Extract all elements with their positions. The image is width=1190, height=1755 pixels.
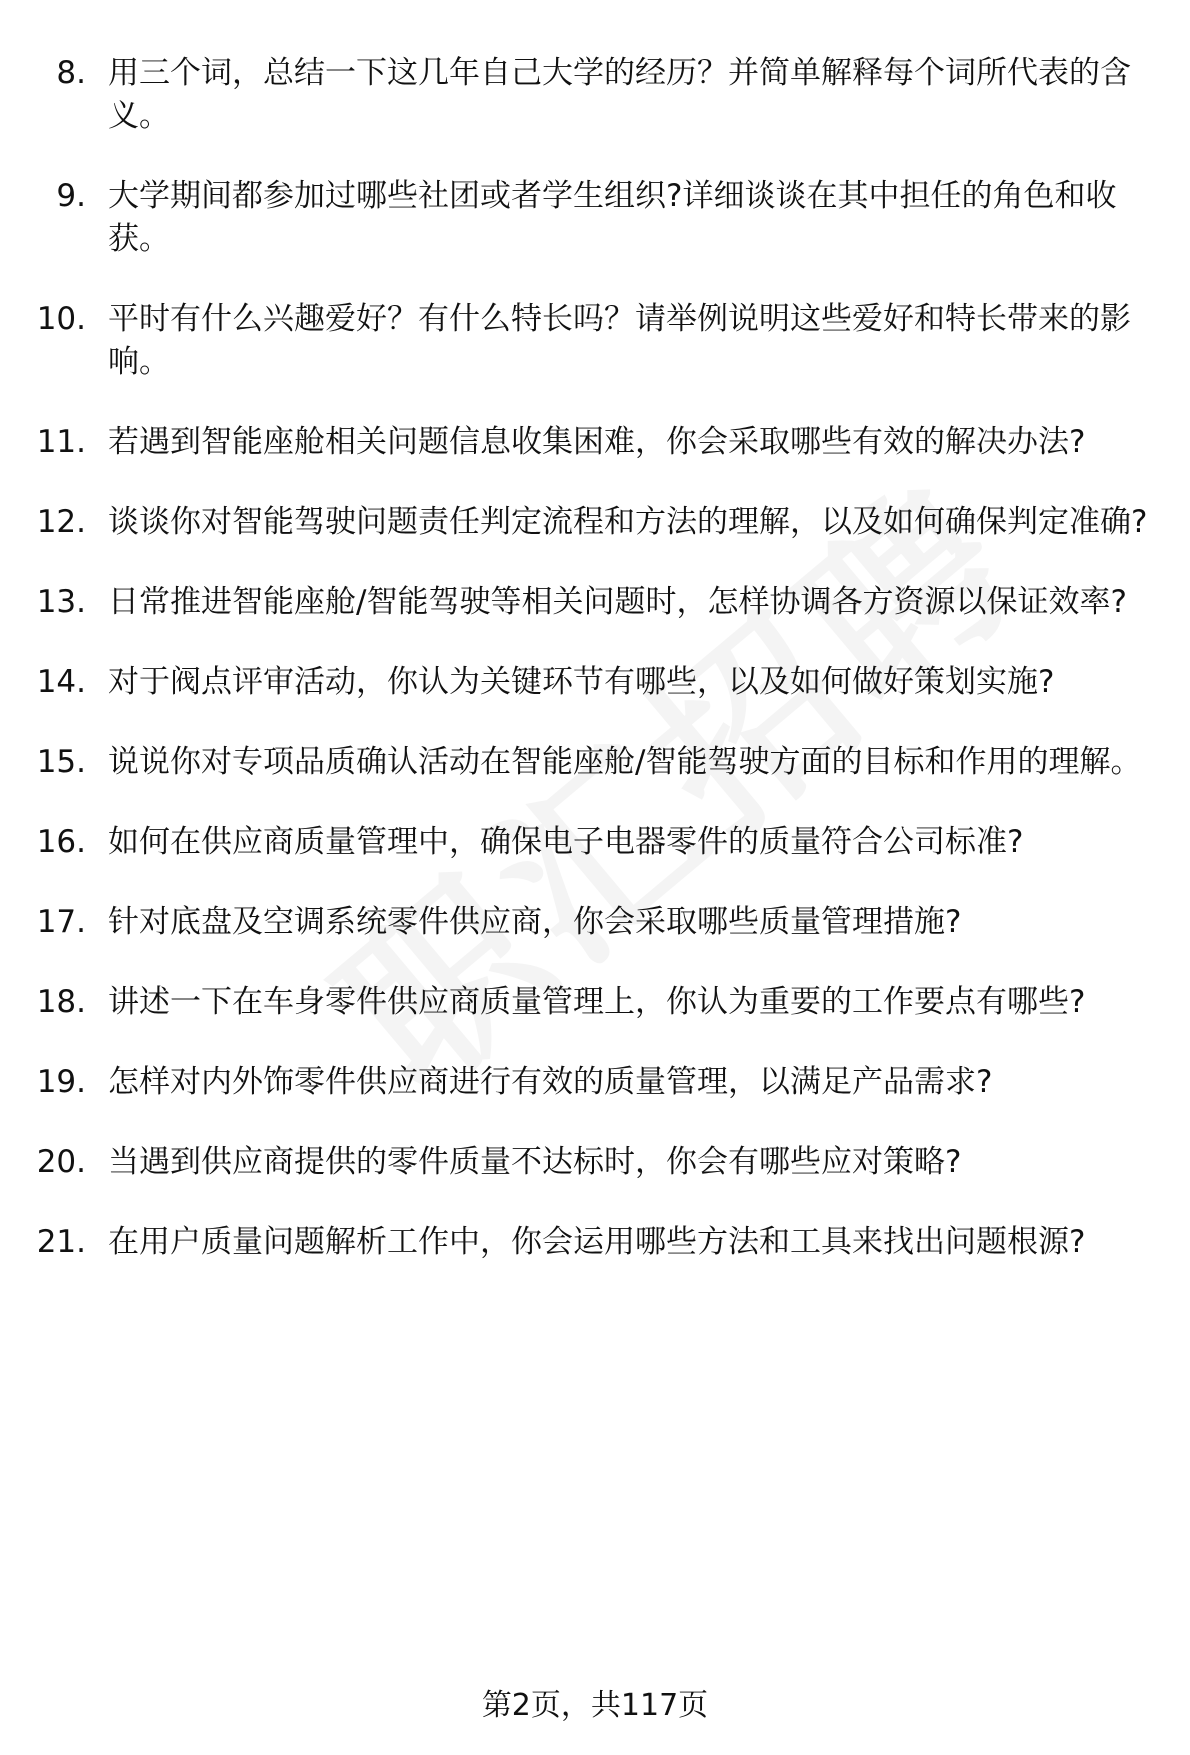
question-number: 16.	[36, 824, 86, 860]
question-number: 18.	[36, 984, 86, 1020]
question-text: 如何在供应商质量管理中，确保电子电器零件的质量符合公司标准?	[108, 824, 1024, 860]
question-number: 15.	[36, 744, 86, 780]
question-item	[0, 298, 1190, 384]
question-text: 日常推进智能座舱/智能驾驶等相关问题时，怎样协调各方资源以保证效率?	[108, 584, 1127, 620]
question-text: 怎样对内外饰零件供应商进行有效的质量管理，以满足产品需求?	[108, 1064, 993, 1100]
question-text: 平时有什么兴趣爱好？有什么特长吗？请举例说明这些爱好和特长带来的影响。	[108, 301, 1131, 380]
question-number: 19.	[36, 1064, 86, 1100]
question-item	[0, 981, 1190, 1024]
question-number: 21.	[36, 1224, 86, 1260]
question-list	[0, 52, 1190, 1301]
question-text: 用三个词，总结一下这几年自己大学的经历？并简单解释每个词所代表的含义。	[108, 55, 1131, 134]
question-item	[0, 421, 1190, 464]
question-item	[0, 821, 1190, 864]
question-number: 17.	[36, 904, 86, 940]
question-item	[0, 901, 1190, 944]
question-text: 在用户质量问题解析工作中，你会运用哪些方法和工具来找出问题根源?	[108, 1224, 1086, 1260]
question-number: 10.	[36, 301, 86, 337]
question-item	[0, 1141, 1190, 1184]
question-text: 大学期间都参加过哪些社团或者学生组织?详细谈谈在其中担任的角色和收获。	[108, 178, 1117, 257]
question-text: 对于阀点评审活动，你认为关键环节有哪些，以及如何做好策划实施?	[108, 664, 1055, 700]
question-text: 谈谈你对智能驾驶问题责任判定流程和方法的理解，以及如何确保判定准确?	[108, 504, 1148, 540]
question-number: 8.	[56, 55, 86, 91]
question-item	[0, 581, 1190, 624]
page-footer	[0, 1686, 1190, 1726]
question-text: 说说你对专项品质确认活动在智能座舱/智能驾驶方面的目标和作用的理解。	[108, 744, 1142, 780]
question-item	[0, 52, 1190, 138]
question-item	[0, 661, 1190, 704]
question-item	[0, 741, 1190, 784]
question-item	[0, 501, 1190, 544]
question-item	[0, 175, 1190, 261]
page-number-label: 第2页，共117页	[481, 1688, 709, 1723]
question-item	[0, 1061, 1190, 1104]
question-text: 针对底盘及空调系统零件供应商，你会采取哪些质量管理措施?	[108, 904, 962, 940]
question-number: 13.	[36, 584, 86, 620]
question-number: 20.	[36, 1144, 86, 1180]
question-number: 12.	[36, 504, 86, 540]
question-text: 讲述一下在车身零件供应商质量管理上，你认为重要的工作要点有哪些?	[108, 984, 1086, 1020]
question-item	[0, 1221, 1190, 1264]
question-text: 当遇到供应商提供的零件质量不达标时，你会有哪些应对策略?	[108, 1144, 962, 1180]
question-text: 若遇到智能座舱相关问题信息收集困难，你会采取哪些有效的解决办法?	[108, 424, 1086, 460]
question-number: 11.	[36, 424, 86, 460]
question-number: 9.	[56, 178, 86, 214]
question-number: 14.	[36, 664, 86, 700]
